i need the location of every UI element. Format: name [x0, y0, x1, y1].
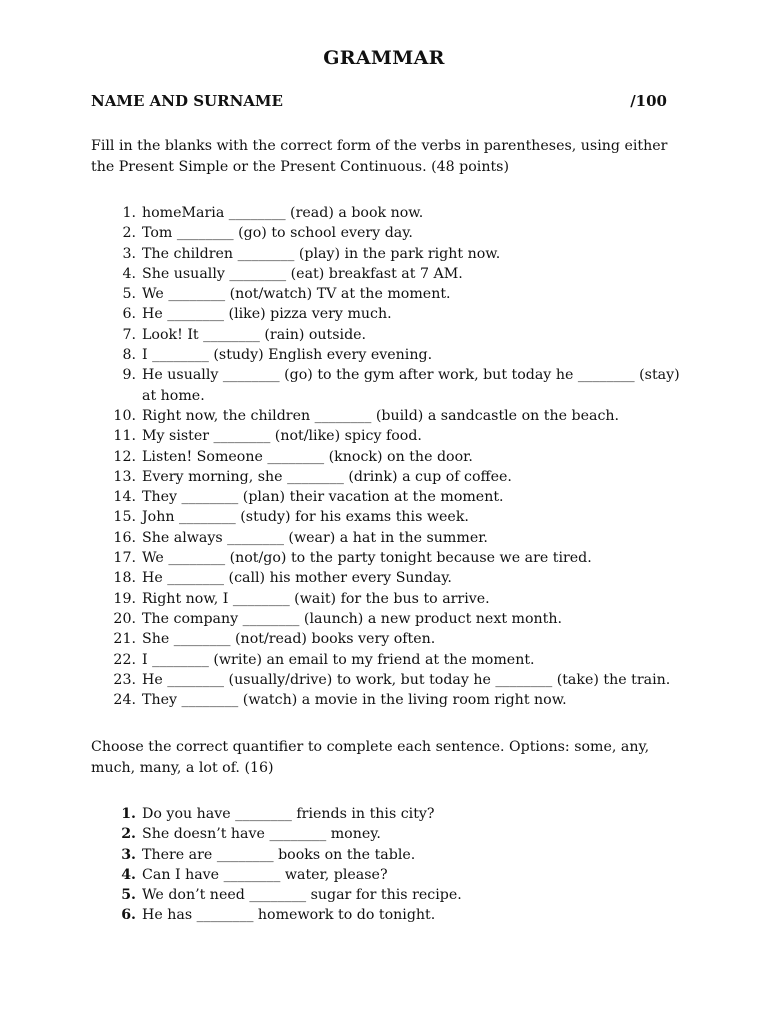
item-number: 1.: [122, 205, 136, 221]
item-sentence: I ________ (study) English every evening.: [142, 347, 433, 364]
item-number: 7.: [122, 326, 136, 343]
item-number: 23.: [113, 671, 136, 688]
item-sentence: There are ________ books on the table.: [142, 846, 416, 863]
list-item: [91, 507, 691, 527]
list-item: [91, 650, 691, 670]
item-number: 11.: [113, 428, 136, 445]
list-item: [91, 670, 691, 690]
list-item: [91, 264, 691, 284]
list-item: [91, 609, 691, 629]
section2-exercise-list: [91, 804, 691, 926]
list-item: [91, 845, 691, 865]
list-item: [91, 885, 691, 905]
item-sentence: Look! It ________ (rain) outside.: [142, 326, 367, 343]
item-number: 4.: [122, 265, 136, 282]
item-sentence: They ________ (plan) their vacation at the moment.: [142, 489, 504, 506]
list-item: [91, 223, 691, 243]
item-number: 14.: [113, 489, 136, 506]
item-sentence: homeMaria ________ (read) a book now.: [142, 205, 424, 221]
item-sentence: He has ________ homework to do tonight.: [142, 907, 436, 924]
item-sentence: He ________ (like) pizza very much.: [142, 306, 392, 323]
item-number: 17.: [113, 550, 136, 567]
item-number: 1.: [121, 806, 136, 822]
item-number: 3.: [122, 245, 136, 262]
item-sentence: John ________ (study) for his exams this week.: [142, 509, 469, 526]
item-sentence: We ________ (not/go) to the party tonight because we are tired.: [142, 550, 592, 567]
item-sentence: She always ________ (wear) a hat in the summer.: [142, 529, 488, 546]
item-number: 10.: [113, 407, 136, 424]
score-label: /100: [630, 92, 667, 110]
item-number: 13.: [113, 468, 136, 485]
item-number: 6.: [122, 306, 136, 323]
list-item: [91, 905, 691, 925]
item-number: 18.: [113, 570, 136, 587]
list-item: [91, 244, 691, 264]
item-sentence: She usually ________ (eat) breakfast at 7 AM.: [142, 265, 463, 282]
item-sentence: He ________ (call) his mother every Sunday.: [142, 570, 452, 587]
list-item: [91, 406, 691, 426]
item-sentence: Do you have ________ friends in this city?: [142, 806, 435, 822]
item-number: 15.: [113, 509, 136, 526]
item-sentence: We don’t need ________ sugar for this recipe.: [142, 887, 462, 904]
list-item: [91, 487, 691, 507]
item-number: 4.: [121, 866, 136, 883]
item-number: 21.: [113, 631, 136, 648]
list-item: [91, 304, 691, 324]
list-item: [91, 365, 691, 406]
item-sentence: Can I have ________ water, please?: [142, 866, 388, 883]
item-number: 16.: [113, 529, 136, 546]
section2-instructions: Choose the correct quantifier to complete each sentence. Options: some, any, much, many, a lot of. (16): [91, 739, 650, 776]
item-number: 3.: [121, 846, 136, 863]
item-sentence: We ________ (not/watch) TV at the moment.: [142, 286, 451, 303]
item-sentence: The children ________ (play) in the park right now.: [142, 245, 501, 262]
item-number: 5.: [121, 887, 136, 904]
item-sentence: They ________ (watch) a movie in the living room right now.: [142, 692, 567, 709]
list-item: [91, 804, 691, 824]
item-sentence: She doesn’t have ________ money.: [142, 826, 381, 843]
list-item: [91, 824, 691, 844]
list-item: [91, 325, 691, 345]
list-item: [91, 568, 691, 588]
item-sentence: My sister ________ (not/like) spicy food.: [142, 428, 422, 445]
list-item: [91, 528, 691, 548]
item-sentence: She ________ (not/read) books very often.: [142, 631, 436, 648]
list-item: [91, 284, 691, 304]
header-row: [91, 92, 667, 110]
item-number: 22.: [113, 651, 136, 668]
page-title: GRAMMAR: [323, 47, 445, 69]
item-number: 6.: [121, 907, 136, 924]
list-item: [91, 467, 691, 487]
section1-exercise-list: [91, 203, 691, 710]
list-item: [91, 865, 691, 885]
item-number: 8.: [122, 347, 136, 364]
item-sentence: Listen! Someone ________ (knock) on the door.: [142, 448, 473, 465]
list-item: [91, 589, 691, 609]
item-number: 12.: [113, 448, 136, 465]
list-item: [91, 345, 691, 365]
list-item: [91, 203, 691, 223]
section1-instructions: Fill in the blanks with the correct form of the verbs in parentheses, using either the Present Simple or the Present Continuous. (48 points): [91, 138, 668, 175]
item-sentence: He ________ (usually/drive) to work, but today he ________ (take) the train.: [142, 671, 671, 688]
list-item: [91, 447, 691, 467]
item-sentence: Right now, the children ________ (build) a sandcastle on the beach.: [142, 407, 620, 424]
item-number: 19.: [113, 590, 136, 607]
item-number: 9.: [122, 367, 136, 384]
list-item: [91, 548, 691, 568]
item-sentence: I ________ (write) an email to my friend at the moment.: [142, 651, 535, 668]
item-sentence: Tom ________ (go) to school every day.: [142, 225, 413, 242]
list-item: [91, 426, 691, 446]
list-item: [91, 690, 691, 710]
item-number: 2.: [121, 826, 136, 843]
item-sentence: Every morning, she ________ (drink) a cup of coffee.: [142, 468, 512, 485]
list-item: [91, 629, 691, 649]
item-number: 24.: [113, 692, 136, 709]
item-sentence: He usually ________ (go) to the gym after work, but today he ________ (stay) at home.: [142, 367, 680, 404]
item-number: 5.: [122, 286, 136, 303]
item-number: 2.: [122, 225, 136, 242]
item-number: 20.: [113, 610, 136, 627]
item-sentence: The company ________ (launch) a new product next month.: [142, 610, 563, 627]
name-surname-label: NAME AND SURNAME: [91, 92, 283, 110]
item-sentence: Right now, I ________ (wait) for the bus to arrive.: [142, 590, 490, 607]
